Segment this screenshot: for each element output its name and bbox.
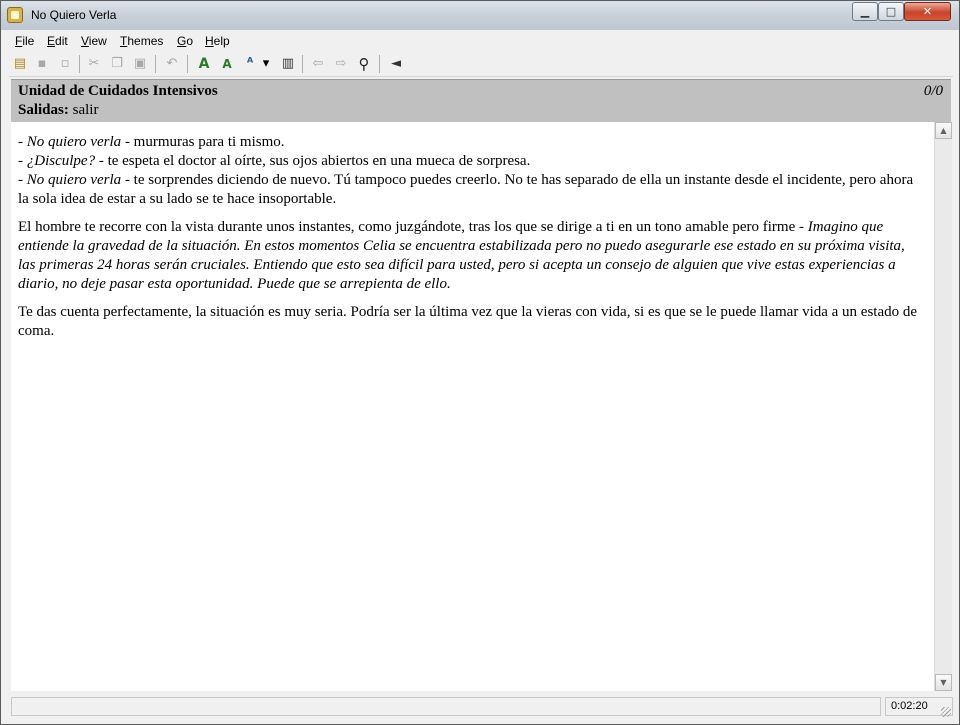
- menu-edit[interactable]: [47, 34, 68, 48]
- text-run: - murmuras para ti mismo.: [121, 134, 285, 150]
- paragraph-doctor: [11, 218, 934, 294]
- menu-view[interactable]: [81, 34, 107, 48]
- toolbar-separator: [379, 55, 380, 73]
- text-run-italic: Imagino que entiende la gravedad de la situación. En estos momentos Celia se encuentra estabilizada pero no puedo asegurarle ese estado en su próxima visita, las primeras 24 horas serán cruciales. Entiendo que esto sea difícil para usted, pero si acepta un consejo de alguien que vive estas experiencias a diario, no deje pasar esta oportunidad. Puede que se arrepienta de ello.: [18, 219, 905, 292]
- text-run-italic: No quiero verla: [26, 134, 122, 150]
- dialogue-line: [18, 152, 926, 171]
- menu-file-label: ile: [22, 34, 35, 48]
- minimize-button[interactable]: ▁: [852, 2, 878, 21]
- story-text[interactable]: [11, 122, 934, 691]
- scroll-up-button[interactable]: ▲: [935, 122, 952, 139]
- text-run: -: [18, 153, 27, 169]
- menu-themes-label: hemes: [127, 34, 164, 48]
- exits-label: Salidas:: [18, 102, 69, 118]
- forward-icon[interactable]: ⇨: [335, 56, 347, 71]
- text-run: -: [18, 172, 27, 188]
- text-run: El hombre te recorre con la vista durante unos instantes, como juzgándote, tras los que se dirige a ti en un tono amable pero firme -: [18, 219, 808, 235]
- font-smaller-icon[interactable]: A: [222, 57, 232, 71]
- menu-go[interactable]: [177, 34, 193, 48]
- exits-value: salir: [68, 102, 99, 118]
- maximize-button[interactable]: □: [878, 2, 904, 21]
- menu-go-mnemonic: G: [177, 34, 187, 48]
- menu-help[interactable]: [205, 34, 230, 48]
- menu-themes-mnemonic: T: [120, 34, 128, 48]
- room-name: Unidad de Cuidados Intensivos: [18, 83, 218, 99]
- menu-view-label: iew: [88, 34, 107, 48]
- menu-help-mnemonic: H: [205, 34, 214, 48]
- toolbar: [9, 52, 953, 77]
- title-bar[interactable]: [1, 1, 959, 30]
- dialogue-line: [18, 133, 926, 152]
- speaker-icon[interactable]: ◄: [391, 56, 401, 71]
- dialogue-line: [18, 171, 926, 209]
- menu-themes[interactable]: [120, 34, 163, 48]
- menu-view-mnemonic: V: [81, 34, 89, 48]
- save-as-icon[interactable]: ▫: [60, 56, 70, 71]
- paste-icon[interactable]: ▣: [133, 56, 147, 71]
- toolbar-separator: [302, 55, 303, 73]
- toolbar-separator: [79, 55, 80, 73]
- score: 0/0: [923, 83, 943, 99]
- elapsed-time: 0:02:20: [885, 697, 953, 716]
- vertical-scrollbar[interactable]: [934, 122, 952, 691]
- menu-help-label: elp: [213, 34, 230, 48]
- app-icon[interactable]: [7, 7, 23, 23]
- toolbar-separator: [187, 55, 188, 73]
- status-pane: [11, 697, 881, 716]
- menu-file[interactable]: [15, 34, 34, 48]
- paragraph-dialogue: [11, 133, 934, 209]
- cut-icon[interactable]: ✂: [88, 56, 100, 71]
- spell-icon[interactable]: ᴬ: [246, 56, 254, 71]
- text-run-italic: No quiero verla: [26, 172, 122, 188]
- menu-file-mnemonic: F: [15, 34, 23, 48]
- text-run: - te sorprendes diciendo de nuevo. Tú tampoco puedes creerlo. No te has separado de ella un instante desde el incidente, pero ahora la sola idea de estar a su lado se te hace insoportable.: [18, 172, 914, 207]
- dropdown-arrow-icon[interactable]: ▾: [262, 56, 270, 71]
- back-icon[interactable]: ⇦: [312, 56, 324, 71]
- menu-bar: [9, 31, 953, 51]
- copy-icon[interactable]: ❐: [111, 56, 123, 71]
- search-icon[interactable]: ⚲: [358, 55, 370, 73]
- status-bar: [9, 694, 953, 719]
- window-title: No Quiero Verla: [31, 8, 117, 22]
- undo-icon[interactable]: ↶: [166, 56, 178, 71]
- text-run: -: [18, 134, 27, 150]
- save-icon[interactable]: ▪: [37, 56, 47, 71]
- status-line: [11, 79, 951, 123]
- menu-edit-label: dit: [55, 34, 68, 48]
- menu-edit-mnemonic: E: [47, 34, 56, 48]
- menu-go-label: o: [186, 34, 194, 48]
- scroll-down-button[interactable]: ▼: [935, 674, 952, 691]
- open-icon[interactable]: ▤: [13, 56, 27, 71]
- font-larger-icon[interactable]: A: [198, 56, 210, 72]
- text-run: - te espeta el doctor al oírte, sus ojos abiertos en una mueca de sorpresa.: [95, 153, 531, 169]
- transcript-icon[interactable]: ▥: [281, 56, 295, 71]
- close-button[interactable]: ✕: [904, 2, 951, 21]
- paragraph-narration: Te das cuenta perfectamente, la situación es muy seria. Podría ser la última vez que la vieras con vida, si es que se le puede llamar vida a un estado de coma.: [18, 304, 918, 339]
- resize-grip-icon[interactable]: [941, 707, 951, 717]
- text-run-italic: ¿Disculpe?: [26, 153, 96, 169]
- toolbar-separator: [155, 55, 156, 73]
- exits: [18, 102, 98, 119]
